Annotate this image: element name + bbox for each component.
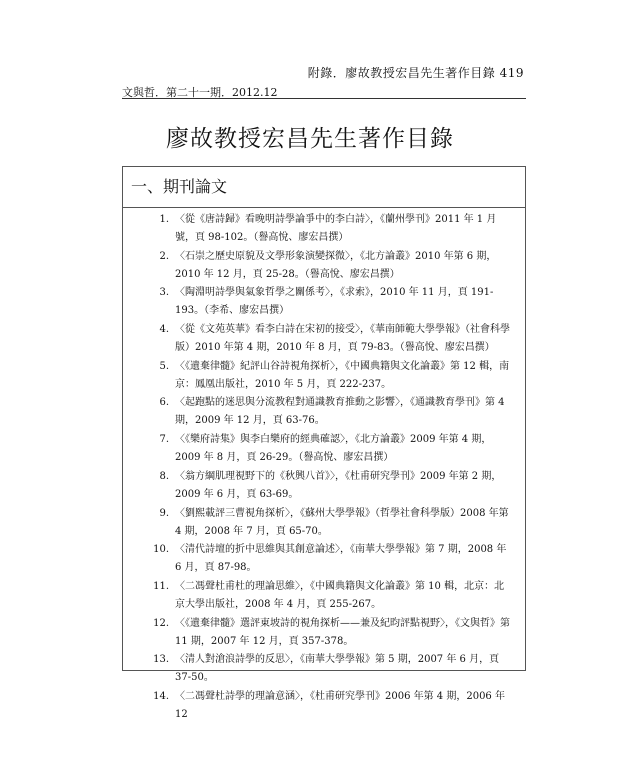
list-item [123, 688, 525, 724]
entry-number: 6. [159, 397, 169, 409]
entry-text: 〈《遺棄律髓》選評東坡詩的視角探析——兼及紀昀評點視野〉，《文與哲》第 11 期，2007 年 12 月，頁 357-378。 [175, 617, 510, 647]
entry-number: 7. [159, 434, 169, 446]
section-title: 一、期刊論文 [123, 167, 525, 208]
list-item [123, 394, 525, 430]
entry-text: 〈石崇之歷史原貌及文學形象演變探微〉，《北方論叢》2010 年第 6 期，2010 年 12 月，頁 25-28。（譽高悅、廖宏昌撰） [175, 250, 497, 280]
entry-text: 〈二馮聲杜詩學的理論意涵〉，《杜甫研究學刊》2006 年第 4 期，2006 年 12 [175, 690, 505, 720]
entry-number: 2. [159, 250, 169, 262]
list-item [123, 284, 525, 320]
entry-list [123, 208, 525, 724]
list-item [123, 615, 525, 651]
list-item [123, 468, 525, 504]
entry-number: 13. [153, 654, 169, 666]
list-item [123, 505, 525, 541]
entry-number: 12. [153, 617, 169, 629]
running-head: 附錄．廖故教授宏昌先生著作目錄 419 [307, 66, 524, 80]
entry-number: 11. [153, 580, 169, 592]
entry-text: 〈《遺棄律髓》紀評山谷詩視角探析〉，《中國典籍與文化論叢》第 12 輯，南京：鳳凰出版社，2010 年 5 月，頁 222-237。 [175, 360, 510, 390]
entry-text: 〈起跑點的迷思與分流教程對通識教育推動之影響〉，《通識教育學刊》第 4 期，2009 年 12 月，頁 63-76。 [175, 397, 505, 427]
entry-text: 〈《樂府詩集》與李白樂府的經典確認〉，《北方論叢》2009 年第 4 期，2009 年 8 月，頁 26-29。（譽高悅、廖宏昌撰） [175, 434, 492, 464]
entry-number: 8. [159, 470, 169, 482]
entry-text: 〈劉熙載評三曹視角探析〉，《蘇州大學學報》（哲學社會科學版）2008 年第 4 期，2008 年 7 月，頁 65-70。 [175, 507, 509, 537]
list-item [123, 358, 525, 394]
entry-text: 〈清人對滄浪詩學的反思〉，《南華大學學報》第 5 期，2007 年 6 月，頁 37-50。 [175, 654, 500, 684]
entry-number: 9. [159, 507, 169, 519]
list-item [123, 651, 525, 687]
header-rule [122, 98, 526, 99]
page-title: 廖故教授宏昌先生著作目錄 [166, 126, 454, 152]
entry-number: 5. [159, 360, 169, 372]
list-item [123, 541, 525, 577]
entry-number: 3. [159, 287, 169, 299]
list-item [123, 248, 525, 284]
entry-text: 〈陶淵明詩學與氣象哲學之關係考〉，《求索》，2010 年 11 月，頁 191-193。（李希、廖宏昌撰） [175, 287, 494, 317]
entry-text: 〈翁方綱肌理視野下的《秋興八首》〉，《杜甫研究學刊》2009 年第 2 期，2009 年 6 月，頁 63-69。 [175, 470, 502, 500]
entry-number: 4. [159, 324, 169, 336]
entry-text: 〈二馮聲杜甫杜的理論思維〉，《中國典籍與文化論叢》第 10 輯，北京：北京大學出版社，2008 年 4 月，頁 255-267。 [175, 580, 505, 610]
journal-info: 文與哲．第二十一期．2012.12 [122, 86, 278, 99]
bibliography-box [122, 166, 526, 720]
list-item [123, 321, 525, 357]
list-item [123, 431, 525, 467]
entry-number: 1. [159, 214, 169, 225]
entry-text: 〈從《文苑英華》看李白詩在宋初的接受〉，《華南師範大學學報》（社會科學版）2010 年第 4 期，2010 年 8 月，頁 79-83。（譽高悅、廖宏昌撰） [175, 324, 510, 354]
entry-text: 〈清代詩壇的折中思維與其創意論述〉，《南華大學學報》第 7 期，2008 年 6 月，頁 87-98。 [175, 544, 507, 574]
entry-text: 〈從《唐詩歸》看晚明詩學論爭中的李白詩〉，《蘭州學刊》2011 年 1 月號，頁 98-102。（譽高悅、廖宏昌撰） [175, 214, 497, 243]
entry-number: 14. [153, 690, 169, 702]
list-item [123, 211, 525, 247]
entry-number: 10. [153, 544, 169, 556]
list-item [123, 578, 525, 614]
